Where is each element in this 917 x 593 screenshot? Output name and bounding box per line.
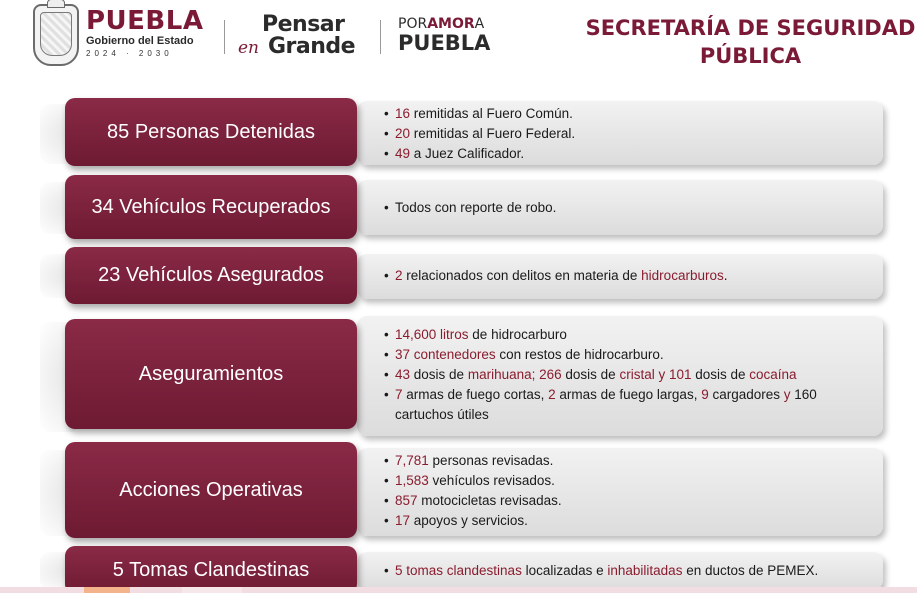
detail-item [384, 144, 575, 164]
detail-text: remitidas al Fuero Federal. [410, 126, 576, 141]
detail-text: cargadores [708, 387, 784, 402]
highlighted-value: 16 [395, 106, 411, 121]
detail-text: . [723, 268, 728, 283]
detail-text: dosis de [691, 367, 750, 382]
detail-text: remitidas al Fuero Común. [410, 106, 573, 121]
highlighted-value: 1,583 [395, 473, 429, 488]
highlighted-value: 49 [395, 146, 411, 161]
footer-stripe-accent [84, 587, 130, 593]
category-label: Aseguramientos [65, 319, 357, 429]
detail-item [384, 266, 727, 286]
category-label: 34 Vehículos Recuperados [65, 175, 357, 239]
highlighted-value: 7,781 [395, 453, 429, 468]
detail-item [384, 471, 562, 491]
detail-text: personas revisadas. [428, 453, 554, 468]
detail-text: en ductos de PEMEX. [682, 563, 819, 578]
details-list [384, 451, 562, 531]
amor-word: AMOR [427, 16, 475, 32]
category-label: Acciones Operativas [65, 442, 357, 538]
state-coat-of-arms-icon [33, 4, 79, 66]
detail-text: armas de fuego cortas, [402, 387, 549, 402]
category-label: 23 Vehículos Asegurados [65, 247, 357, 304]
highlighted-value: 43 [395, 367, 411, 382]
highlighted-value: cristal y 101 [619, 367, 692, 382]
pensar-word: Pensar [262, 12, 345, 37]
pensar-en-grande-logo [238, 12, 368, 62]
detail-text: 160 cartuchos útiles [395, 387, 817, 422]
highlighted-value: 9 [701, 387, 709, 402]
highlighted-value: 17 [395, 513, 411, 528]
highlighted-value: hidrocarburos [641, 268, 724, 283]
detail-item [384, 325, 864, 345]
detail-item [384, 511, 562, 531]
detail-item [384, 198, 556, 218]
a-word: A [474, 16, 485, 32]
detail-text: apoyos y servicios. [410, 513, 528, 528]
header-divider [224, 20, 225, 54]
footer-stripe-accent [182, 587, 242, 593]
detail-item [384, 491, 562, 511]
detail-text: armas de fuego largas, [555, 387, 702, 402]
detail-text: dosis de [410, 367, 468, 382]
details-list [384, 104, 575, 164]
highlighted-value: 7 [395, 387, 403, 402]
page-title-line-1: SECRETARÍA DE SEGURIDAD [585, 16, 916, 40]
detail-text: vehículos revisados. [428, 473, 555, 488]
details-list [384, 266, 727, 286]
por-amor-a-puebla-logo [398, 16, 518, 56]
detail-text: relacionados con delitos en materia de [402, 268, 642, 283]
detail-item [384, 124, 575, 144]
puebla-logo-name: PUEBLA [86, 6, 204, 36]
highlighted-value: 37 contenedores [395, 347, 496, 362]
detail-text: motocicletas revisadas. [417, 493, 562, 508]
footer-stripe [0, 587, 917, 593]
detail-text: a Juez Calificador. [410, 146, 525, 161]
highlighted-value: 2 [548, 387, 556, 402]
puebla-logo-subtitle: Gobierno del Estado [86, 35, 194, 47]
page-title [578, 14, 917, 70]
details-list [384, 198, 556, 218]
detail-item [384, 365, 864, 385]
details-list [384, 325, 864, 425]
detail-text: de hidrocarburo [468, 327, 567, 342]
puebla-government-logo [86, 8, 203, 59]
highlighted-value: 20 [395, 126, 411, 141]
detail-item [384, 385, 864, 425]
highlighted-value: y [783, 387, 791, 402]
detail-text: Todos con reporte de robo. [395, 200, 557, 215]
highlighted-value: inhabilitadas [607, 563, 683, 578]
highlighted-value: 2 [395, 268, 403, 283]
highlighted-value: 857 [395, 493, 418, 508]
detail-item [384, 104, 575, 124]
highlighted-value: 5 tomas clandestinas [395, 563, 522, 578]
puebla-word: PUEBLA [398, 31, 491, 55]
header [0, 0, 917, 78]
category-label: 5 Tomas Clandestinas [65, 546, 357, 593]
category-label: 85 Personas Detenidas [65, 98, 357, 166]
detail-item [384, 451, 562, 471]
highlighted-value: 14,600 litros [395, 327, 469, 342]
header-divider [380, 20, 381, 54]
detail-item [384, 345, 864, 365]
grande-word: Grande [268, 34, 356, 59]
details-list [384, 561, 818, 581]
highlighted-value: cocaína [749, 367, 797, 382]
highlighted-value: marihuana; 266 [467, 367, 562, 382]
detail-text: con restos de hidrocarburo. [495, 347, 664, 362]
page-title-line-2: PÚBLICA [699, 44, 802, 68]
puebla-logo-years: 2024 · 2030 [86, 49, 173, 58]
detail-text: localizadas e [521, 563, 608, 578]
detail-item [384, 561, 818, 581]
por-word: POR [398, 16, 428, 32]
detail-text: dosis de [561, 367, 620, 382]
en-word: en [238, 38, 260, 58]
